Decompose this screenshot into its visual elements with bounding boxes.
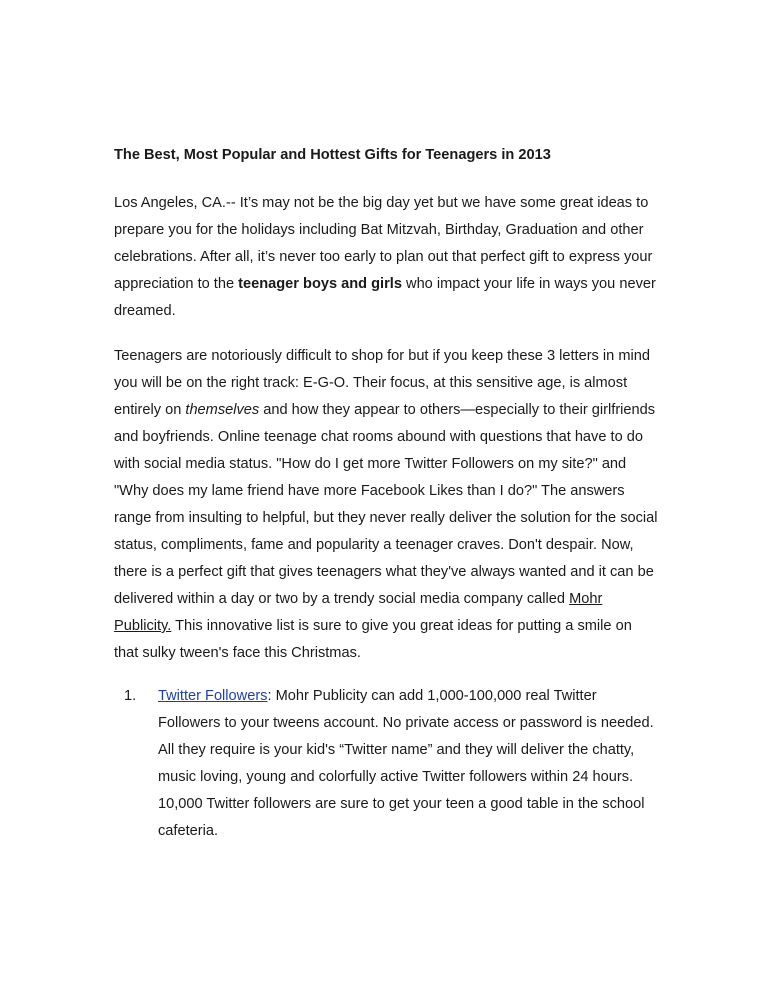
intro-paragraph	[114, 190, 660, 325]
body-text-end: This innovative list is sure to give you great ideas for putting a smile on that sulky tween's face this Christmas.	[114, 618, 632, 661]
mohr-publicity-link[interactable]: Mohr Publicity.	[114, 591, 603, 634]
body-text-start: Teenagers are notoriously difficult to shop for but if you keep these 3 letters in mind you will be on the right track: E-G-O. Their focus, at this sensitive age, is almost entirely on	[114, 348, 650, 418]
gift-list	[114, 683, 660, 845]
list-item-number: 1.	[124, 688, 137, 704]
document-title: The Best, Most Popular and Hottest Gifts for Teenagers in 2013	[114, 147, 551, 163]
list-item	[114, 683, 660, 845]
body-italic-word: themselves	[185, 402, 260, 418]
intro-text-end: who impact your life in ways you never dreamed.	[114, 276, 656, 319]
intro-bold-phrase: teenager boys and girls	[238, 276, 402, 292]
twitter-followers-link[interactable]: Twitter Followers	[158, 688, 268, 704]
body-text-middle: and how they appear to others—especially to their girlfriends and boyfriends. Online teenage chat rooms abound with questions that have to do with social media status. "How do I get more Twitter Followers on my site?" and "Why does my lame friend have more Facebook Likes than I do?" The answers range from insulting to helpful, but they never really deliver the solution for the social status, compliments, fame and popularity a teenager craves. Don't despair. Now, there is a perfect gift that gives teenagers what they've always wanted and it can be delivered within a day or two by a trendy social media company called	[114, 402, 658, 607]
body-paragraph	[114, 343, 660, 667]
intro-text-start: Los Angeles, CA.-- It’s may not be the big day yet but we have some great ideas to prepare you for the holidays including Bat Mitzvah, Birthday, Graduation and other celebrations. After all, it’s never too early to plan out that perfect gift to express your appreciation to the	[114, 195, 653, 292]
list-item-text: : Mohr Publicity can add 1,000-100,000 real Twitter Followers to your tweens account. No private access or password is needed. All they require is your kid's “Twitter name” and they will deliver the chatty, music loving, young and colorfully active Twitter followers within 24 hours. 10,000 Twitter followers are sure to get your teen a good table in the school cafeteria.	[158, 688, 654, 839]
